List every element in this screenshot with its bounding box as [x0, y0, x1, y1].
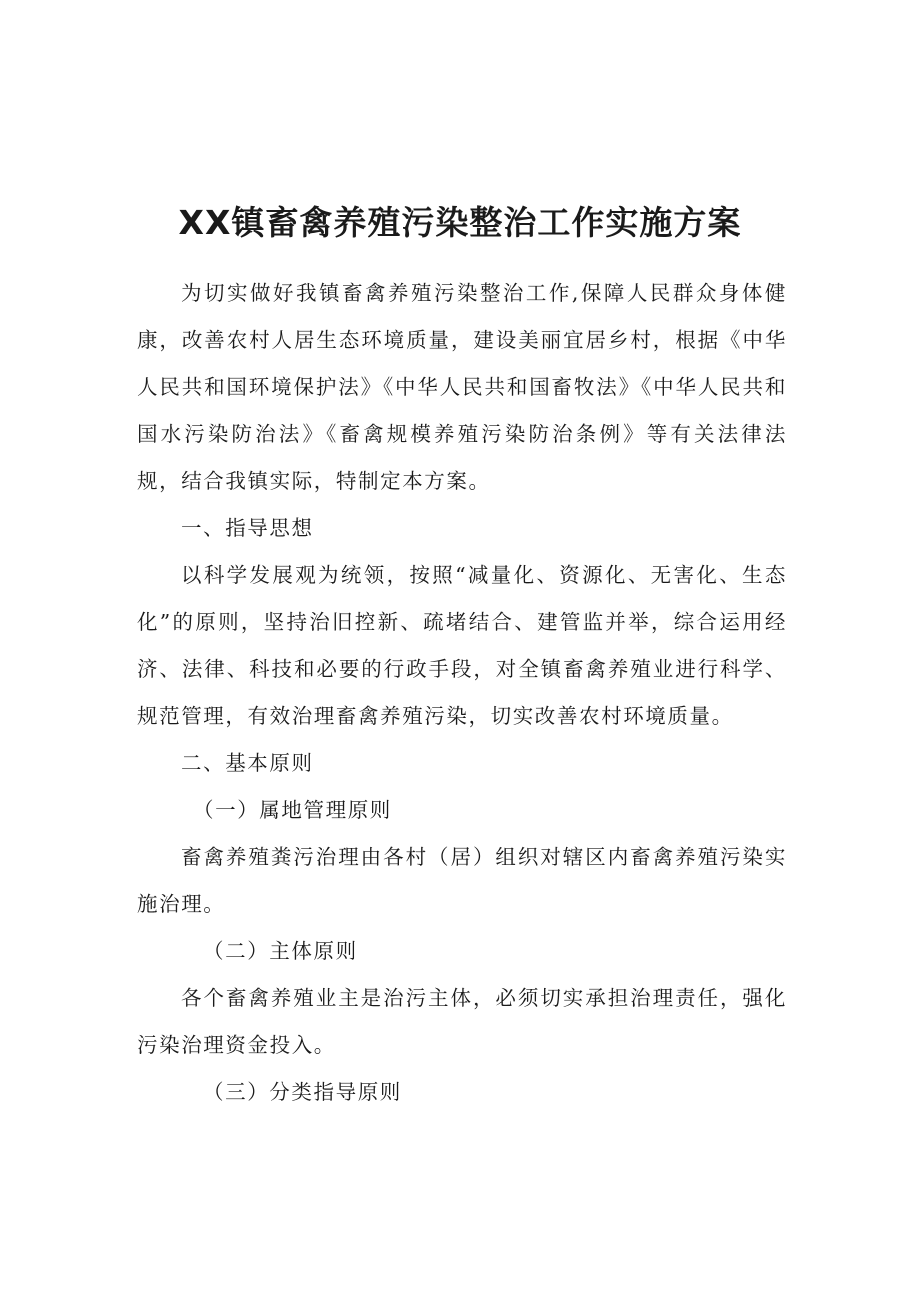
- section-heading-guiding-ideology: 一、指导思想: [181, 516, 314, 540]
- subsection-heading-classified-guidance: （三）分类指导原则: [203, 1080, 402, 1104]
- document-title: XX镇畜禽养殖污染整治工作实施方案: [178, 203, 742, 243]
- territorial-management-paragraph: 畜禽养殖粪污治理由各村（居）组织对辖区内畜禽养殖污染实施治理。: [137, 845, 787, 916]
- subsection-heading-territorial-management: （一）属地管理原则: [193, 798, 392, 822]
- subsection-heading-subject-principle: （二）主体原则: [203, 939, 358, 963]
- section-heading-basic-principles: 二、基本原则: [181, 751, 314, 775]
- intro-paragraph: 为切实做好我镇畜禽养殖污染整治工作,保障人民群众身体健康，改善农村人居生态环境质量，建设美丽宜居乡村，根据《中华人民共和国环境保护法》《中华人民共和国畜牧法》《中华人民共和国水污染防治法》《畜禽规模养殖污染防治条例》等有关法律法规，结合我镇实际，特制定本方案。: [137, 281, 787, 493]
- guiding-ideology-paragraph: 以科学发展观为统领，按照“减量化、资源化、无害化、生态化”的原则，坚持治旧控新、疏堵结合、建管监并举，综合运用经济、法律、科技和必要的行政手段，对全镇畜禽养殖业进行科学、规范管理，有效治理畜禽养殖污染，切实改善农村环境质量。: [137, 563, 787, 728]
- subject-principle-paragraph: 各个畜禽养殖业主是治污主体，必须切实承担治理责任，强化污染治理资金投入。: [137, 986, 787, 1057]
- document-body: [137, 270, 787, 1116]
